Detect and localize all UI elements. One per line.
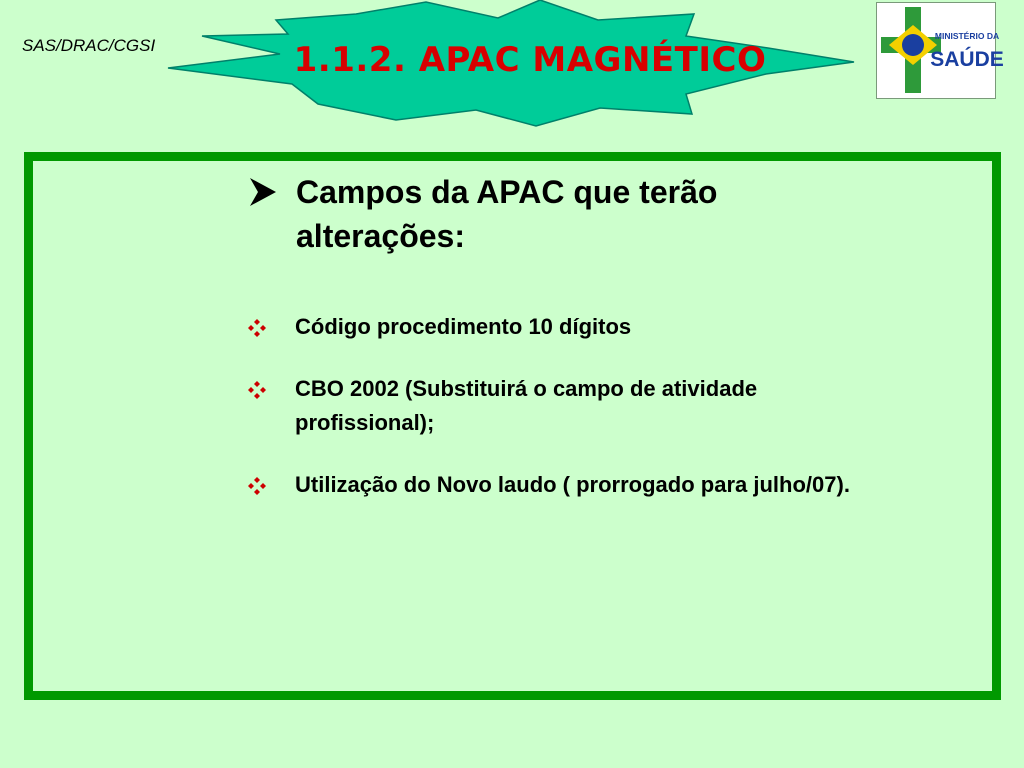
ministerio-saude-logo [876, 2, 1004, 99]
page-title: 1.1.2. APAC MAGNÉTICO [293, 40, 767, 80]
list-item [248, 310, 908, 344]
diamond-bullet-icon [248, 381, 266, 399]
bullet-text: CBO 2002 (Substituirá o campo de atividade profissional); [295, 376, 758, 435]
list-item [248, 468, 908, 502]
bullet-text: Utilização do Novo laudo ( prorrogado para julho/07). [295, 472, 850, 497]
header-tag: SAS/DRAC/CGSI [22, 36, 156, 55]
logo-line1: MINISTÉRIO DA [934, 31, 1000, 41]
content-heading [248, 170, 888, 258]
list-item [248, 372, 908, 440]
bullet-list [248, 310, 908, 530]
diamond-bullet-icon [248, 319, 266, 337]
logo-line2: SAÚDE [930, 48, 1004, 71]
heading-text: Campos da APAC que terão alterações: [296, 174, 718, 254]
arrowhead-bullet-icon [248, 172, 278, 212]
bullet-text: Código procedimento 10 dígitos [295, 314, 632, 339]
diamond-bullet-icon [248, 477, 266, 495]
